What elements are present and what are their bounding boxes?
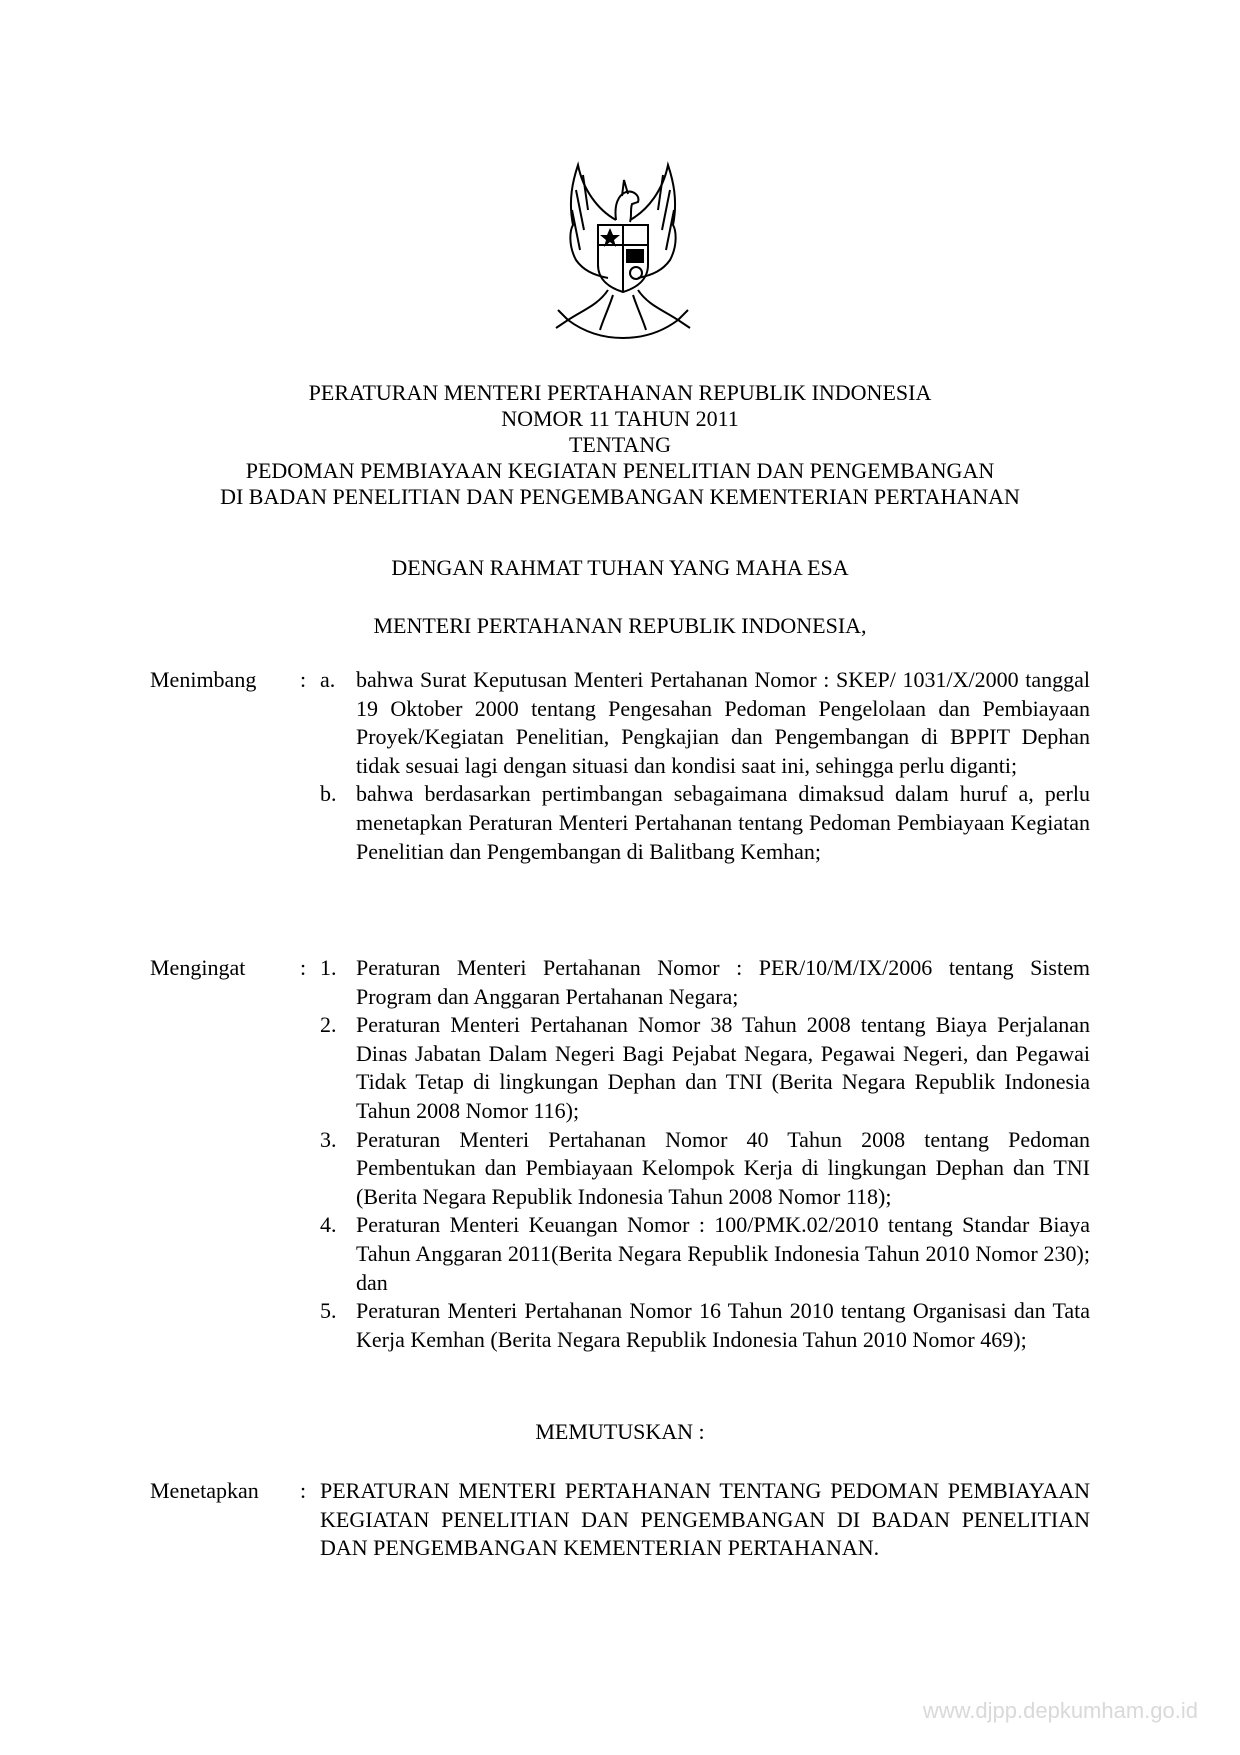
list-item: [150, 954, 1090, 1011]
list-item: [150, 780, 1090, 866]
list-item: [150, 666, 1090, 780]
list-item: [150, 1011, 1090, 1125]
item-text: Peraturan Menteri Pertahanan Nomor 16 Tahun 2010 tentang Organisasi dan Tata Kerja Kemhan (Berita Negara Republik Indonesia Tahun 2010 Nomor 469);: [356, 1298, 1090, 1352]
menimbang-section: [150, 666, 1090, 866]
title-line-regulation: PERATURAN MENTERI PERTAHANAN REPUBLIK INDONESIA: [308, 380, 932, 405]
mengingat-section: [150, 954, 1090, 1354]
item-marker: 3.: [320, 1126, 337, 1152]
section-label: Menetapkan: [150, 1478, 259, 1503]
item-marker: 5.: [320, 1298, 337, 1324]
item-text: bahwa berdasarkan pertimbangan sebagaimana dimaksud dalam huruf a, perlu menetapkan Peraturan Menteri Pertahanan tentang Pedoman Pembiayaan Kegiatan Penelitian dan Pengembangan di Balitbang Kemhan;: [356, 781, 1090, 864]
title-line-number: NOMOR 11 TAHUN 2011: [501, 406, 739, 431]
item-marker: a.: [320, 667, 336, 692]
item-marker: 2.: [320, 1012, 337, 1038]
section-label: Menimbang: [150, 667, 257, 692]
list-item: [150, 1126, 1090, 1212]
section-colon: :: [300, 955, 307, 980]
section-label: Mengingat: [150, 955, 246, 980]
item-marker: 4.: [320, 1212, 337, 1238]
enactment-text: PERATURAN MENTERI PERTAHANAN TENTANG PEDOMAN PEMBIAYAAN KEGIATAN PENELITIAN DAN PENGEMBANGAN DI BADAN PENELITIAN DAN PENGEMBANGAN KEMENTERIAN PERTAHANAN.: [320, 1478, 1090, 1561]
section-colon: :: [300, 667, 307, 692]
item-marker: b.: [320, 781, 337, 807]
garuda-emblem-icon: [528, 150, 718, 350]
item-text: Peraturan Menteri Pertahanan Nomor : PER/10/M/IX/2006 tentang Sistem Program dan Anggaran Pertahanan Negara;: [356, 955, 1090, 1009]
decision-heading: MEMUTUSKAN :: [535, 1419, 705, 1444]
list-item: [150, 1211, 1090, 1297]
issuer: MENTERI PERTAHANAN REPUBLIK INDONESIA,: [373, 613, 867, 638]
item-text: Peraturan Menteri Keuangan Nomor : 100/PMK.02/2010 tentang Standar Biaya Tahun Anggaran 2011(Berita Negara Republik Indonesia Tahun 2010 Nomor 230); dan: [356, 1212, 1090, 1295]
title-line-tentang: TENTANG: [568, 432, 672, 457]
invocation: DENGAN RAHMAT TUHAN YANG MAHA ESA: [391, 555, 849, 580]
watermark: www.djpp.depkumham.go.id: [922, 1698, 1198, 1723]
menetapkan-section: [150, 1477, 1090, 1563]
item-marker: 1.: [320, 955, 337, 980]
title-line-subject: PEDOMAN PEMBIAYAAN KEGIATAN PENELITIAN DAN PENGEMBANGAN: [245, 458, 995, 483]
document-title: [0, 380, 1240, 510]
item-text: Peraturan Menteri Pertahanan Nomor 38 Tahun 2008 tentang Biaya Perjalanan Dinas Jabatan Dalam Negeri Bagi Pejabat Negara, Pegawai Negeri, dan Pegawai Tidak Tetap di lingkungan Dephan dan TNI (Berita Negara Republik Indonesia Tahun 2008 Nomor 116);: [356, 1012, 1090, 1123]
item-text: bahwa Surat Keputusan Menteri Pertahanan Nomor : SKEP/ 1031/X/2000 tanggal 19 Oktober 2000 tentang Pengesahan Pedoman Pengelolaan dan Pembiayaan Proyek/Kegiatan Penelitian, Pengkajian dan Pengembangan di BPPIT Dephan tidak sesuai lagi dengan situasi dan kondisi saat ini, sehingga perlu diganti;: [356, 667, 1090, 778]
item-text: Peraturan Menteri Pertahanan Nomor 40 Tahun 2008 tentang Pedoman Pembentukan dan Pembiayaan Kelompok Kerja di lingkungan Dephan dan TNI (Berita Negara Republik Indonesia Tahun 2008 Nomor 118);: [356, 1126, 1090, 1209]
title-line-subject-continued: DI BADAN PENELITIAN DAN PENGEMBANGAN KEMENTERIAN PERTAHANAN: [220, 484, 1020, 509]
section-colon: :: [300, 1478, 307, 1503]
list-item: [150, 1297, 1090, 1354]
